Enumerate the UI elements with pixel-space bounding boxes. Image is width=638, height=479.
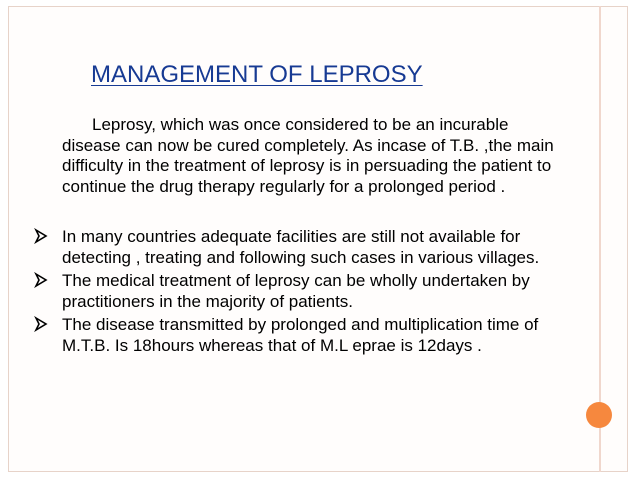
slide-title: MANAGEMENT OF LEPROSY [91,61,423,88]
bullet-text: The medical treatment of leprosy can be wholly undertaken by practitioners in the majority of patients. [62,271,530,311]
arrow-bullet-icon [34,272,48,288]
arrow-bullet-icon [34,228,48,244]
bullet-text: In many countries adequate facilities are still not available for detecting , treating and following such cases in various villages. [62,227,540,267]
list-item [34,227,564,268]
intro-paragraph [62,115,562,197]
list-item [34,271,564,312]
arrow-bullet-icon [34,316,48,332]
bullet-text: The disease transmitted by prolonged and multiplication time of M.T.B. Is 18hours whereas that of M.L eprae is 12days . [62,315,539,355]
list-item [34,315,564,356]
bullet-list [34,227,564,360]
decorative-orange-dot [586,402,612,428]
intro-text: Leprosy, which was once considered to be an incurable disease can now be cured completely. As incase of T.B. ,the main difficulty in the treatment of leprosy is in persuading the patient to continue the drug therapy regularly for a prolonged period . [62,115,554,196]
